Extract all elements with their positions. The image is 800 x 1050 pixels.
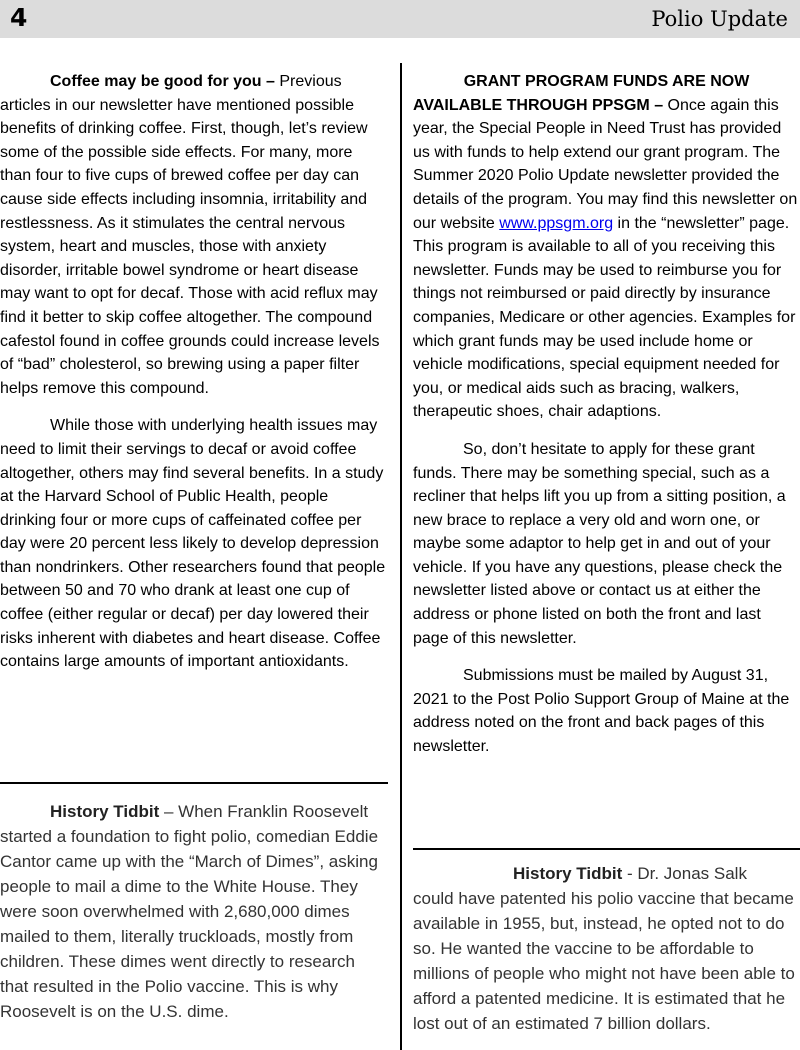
tidbit-lead-right: - Dr. Jonas Salk [622, 864, 747, 883]
left-column [0, 70, 386, 674]
right-section-divider [413, 848, 800, 850]
website-link[interactable]: www.ppsgm.org [499, 214, 614, 232]
newsletter-title: Polio Update [651, 7, 788, 31]
roosevelt-tidbit [0, 799, 386, 1024]
coffee-p1-text: Previous articles in our newsletter have mentioned possible benefits of drinking coffee. First, though, let’s review some of the possible side effects. For many, more than four to five cups of brewed coffee per day can cause side effects including insomnia, irritability and restlessness. As it stimulates the central nervous system, heart and muscles, those with anxiety disorder, irritable bowel syndrome or heart disease may want to opt for decaf. Those with acid reflux may find it better to skip coffee altogether. The compound cafestol found in coffee grounds could increase levels of “bad” cholesterol, so brewing using a paper filter helps remove this compound. [0, 73, 380, 397]
coffee-heading: Coffee may be good for you – [50, 73, 275, 90]
coffee-article-p2: While those with underlying health issues may need to limit their servings to decaf or avoid coffee altogether, others may find several benefits. In a study at the Harvard School of Public Health, people drinking four or more cups of caffeinated coffee per day were 20 percent less likely to develop depression than nondrinkers. Other researchers found that people between 50 and 70 who drank at least one cup of coffee (either regular or decaf) per day lowered their risks inherent with diabetes and heart disease. Coffee contains large amounts of important antioxidants. [0, 417, 386, 671]
coffee-article-p1 [0, 70, 386, 400]
column-divider [400, 63, 402, 1050]
grant-article-p2: So, don’t hesitate to apply for these grant funds. There may be something special, such as a recliner that helps lift you up from a sitting position, a new brace to replace a very old and worn one, or maybe some adaptor to help get in and out of your vehicle. If you have any questions, please check the newsletter listed above or contact us at either the address or phone listed on both the front and last page of this newsletter. [413, 440, 786, 647]
salk-tidbit-lead [413, 861, 800, 886]
tidbit-heading-left: History Tidbit [50, 802, 160, 821]
left-tidbit [0, 799, 386, 1024]
grant-p1-text-a: Once again this year, the Special People in Need Trust has provided us with funds to help extend our grant program. The Summer 2020 Polio Update newsletter provided the details of the program. You may find this newsletter on our website [413, 96, 798, 232]
grant-p1-text-b: in the “newsletter” page. This program is available to all of you receiving this newsletter. Funds may be used to reimburse you for things not reimbursed or paid directly by insurance companies, Medicare or other agencies. Examples for which grant funds may be used include home or vehicle modifications, special equipment needed for you, or medical aids such as bracing, walkers, therapeutic shoes, chair adaptions. [413, 214, 796, 421]
page-header [0, 0, 800, 38]
page-number: 4 [10, 3, 28, 32]
salk-tidbit-text: could have patented his polio vaccine that became available in 1955, but, instead, he opted not to do so. He wanted the vaccine to be affordable to millions of people who might not have been able to afford a patented medicine. It is estimated that he lost out of an estimated 7 billion dollars. [413, 889, 795, 1033]
grant-article-p3: Submissions must be mailed by August 31, 2021 to the Post Polio Support Group of Maine at the address noted on the front and back pages of this newsletter. [413, 667, 790, 756]
left-section-divider [0, 782, 388, 784]
grant-article-p1 [413, 94, 800, 424]
grant-heading-line1: GRANT PROGRAM FUNDS ARE NOW [463, 73, 750, 90]
tidbit-heading-right: History Tidbit [513, 864, 623, 883]
grant-heading-line2: AVAILABLE THROUGH PPSGM – [413, 96, 664, 114]
tidbit-text-left: – When Franklin Roosevelt started a foundation to fight polio, comedian Eddie Cantor came up with the “March of Dimes”, asking people to mail a dime to the White House. They were soon overwhelmed with 2,680,000 dimes mailed to them, literally truckloads, mostly from children. These dimes went directly to research that resulted in the Polio vaccine. This is why Roosevelt is on the U.S. dime. [0, 802, 379, 1021]
right-column [413, 70, 800, 759]
right-tidbit [413, 861, 800, 1036]
